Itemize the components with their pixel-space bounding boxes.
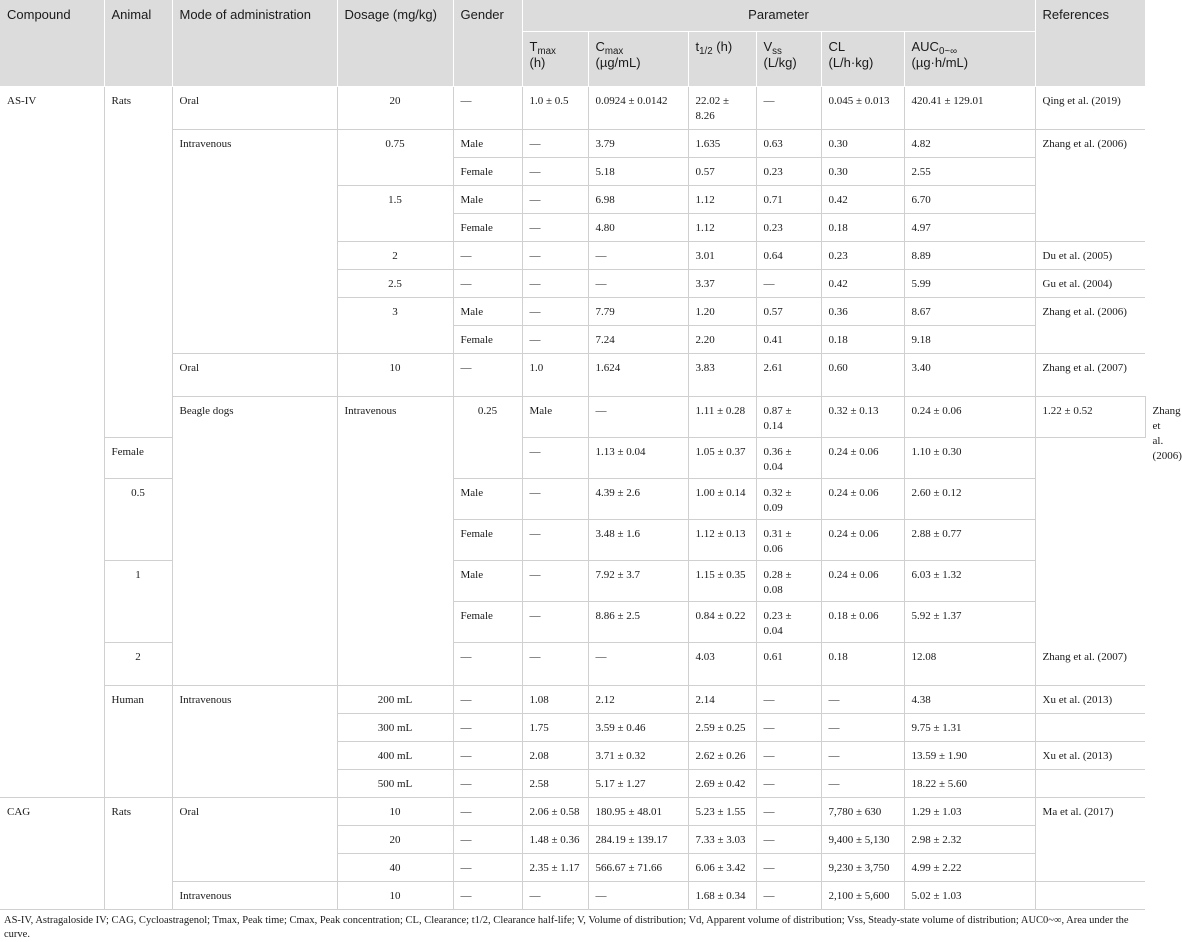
- cell-auc: 2.60 ± 0.12: [904, 479, 1035, 520]
- header-dosage: Dosage (mg/kg): [337, 0, 453, 87]
- cell-vss: 0.23: [756, 158, 821, 186]
- cell-thalf: 6.06 ± 3.42: [688, 854, 756, 882]
- cell-cmax: 284.19 ± 139.17: [588, 826, 688, 854]
- cell-reference: Zhang et al. (2007): [1035, 643, 1145, 686]
- cell-mode: Intravenous: [172, 686, 337, 798]
- cell-gender: —: [453, 854, 522, 882]
- cell-mode: Oral: [172, 87, 337, 130]
- cell-reference: Qing et al. (2019): [1035, 87, 1145, 130]
- vss-sub: ss: [772, 46, 782, 57]
- table-row: [0, 354, 1145, 397]
- cell-cl: 7,780 ± 630: [821, 798, 904, 826]
- cell-thalf: 1.12: [688, 186, 756, 214]
- cell-vss: —: [756, 742, 821, 770]
- cell-animal: Beagle dogs: [172, 397, 337, 686]
- cell-animal: Rats: [104, 798, 172, 910]
- cell-thalf: 5.23 ± 1.55: [688, 798, 756, 826]
- table-footnote: AS-IV, Astragaloside IV; CAG, Cycloastragenol; Tmax, Peak time; Cmax, Peak concentration; CL, Clearance; t1/2, Clearance half-life; V, Volume of distribution; Vd, Apparent volume of distribution; Vss, Steady-state volume of distribution; AUC0~∞, Area under the curve.: [4, 915, 1129, 940]
- vss-unit: (L/kg): [763, 55, 797, 70]
- cell-thalf: 1.05 ± 0.37: [688, 438, 756, 479]
- cell-auc: 2.55: [904, 158, 1035, 186]
- cell-compound: CAG: [0, 798, 104, 910]
- cell-thalf: 4.03: [688, 643, 756, 686]
- cell-cmax: 5.18: [588, 158, 688, 186]
- cell-cmax: 2.12: [588, 686, 688, 714]
- cell-vss: —: [756, 882, 821, 910]
- cell-thalf: 1.12: [688, 214, 756, 242]
- cell-cmax: 7.92 ± 3.7: [588, 561, 688, 602]
- cell-cl: 0.30: [821, 158, 904, 186]
- cell-gender: —: [453, 354, 522, 397]
- cell-auc: 6.03 ± 1.32: [904, 561, 1035, 602]
- cell-vss: 0.36 ± 0.04: [756, 438, 821, 479]
- cell-gender: Female: [453, 602, 522, 643]
- cell-cmax: —: [588, 270, 688, 298]
- header-thalf: [688, 32, 756, 87]
- cell-gender: —: [453, 714, 522, 742]
- cell-thalf: 2.62 ± 0.26: [688, 742, 756, 770]
- cell-dosage: 3: [337, 298, 453, 354]
- cell-tmax: 2.35 ± 1.17: [522, 854, 588, 882]
- cell-auc: 2.88 ± 0.77: [904, 520, 1035, 561]
- cell-tmax: 1.0: [522, 354, 588, 397]
- cell-tmax: 1.75: [522, 714, 588, 742]
- cell-thalf: 2.14: [688, 686, 756, 714]
- cell-auc: 1.22 ± 0.52: [1035, 397, 1145, 438]
- cell-mode: Oral: [172, 354, 337, 397]
- cell-cl: 9,230 ± 3,750: [821, 854, 904, 882]
- cell-dosage: 300 mL: [337, 714, 453, 742]
- cell-gender: Female: [453, 520, 522, 561]
- cell-cl: —: [821, 686, 904, 714]
- cell-dosage: 0.5: [104, 479, 172, 561]
- cell-vss: 0.41: [756, 326, 821, 354]
- cell-gender: Male: [453, 130, 522, 158]
- cell-auc: 13.59 ± 1.90: [904, 742, 1035, 770]
- cell-dosage: 200 mL: [337, 686, 453, 714]
- cell-auc: 9.18: [904, 326, 1035, 354]
- cell-gender: —: [453, 798, 522, 826]
- cell-dosage: 2: [104, 643, 172, 686]
- cell-tmax: 1.48 ± 0.36: [522, 826, 588, 854]
- tmax-base: T: [529, 39, 538, 54]
- cell-vss: —: [756, 770, 821, 798]
- cell-cmax: 5.17 ± 1.27: [588, 770, 688, 798]
- cell-tmax: —: [522, 130, 588, 158]
- cell-auc: 4.82: [904, 130, 1035, 158]
- cell-gender: Female: [453, 326, 522, 354]
- cell-cl: 0.18: [821, 214, 904, 242]
- cell-dosage: 10: [337, 354, 453, 397]
- cell-reference: Ma et al. (2017): [1035, 798, 1145, 882]
- cell-dosage: 2: [337, 242, 453, 270]
- cl-unit: (L/h·kg): [828, 55, 874, 70]
- thalf-sub: 1/2: [699, 46, 713, 57]
- cell-tmax: —: [588, 397, 688, 438]
- cell-vss: —: [756, 87, 821, 130]
- cell-tmax: 1.0 ± 0.5: [522, 87, 588, 130]
- cell-mode: Intravenous: [172, 882, 337, 910]
- cell-gender: —: [453, 826, 522, 854]
- table-body: [0, 87, 1182, 910]
- cell-auc: 6.70: [904, 186, 1035, 214]
- cell-tmax: —: [522, 561, 588, 602]
- cell-cmax: 4.39 ± 2.6: [588, 479, 688, 520]
- table-row: [0, 882, 1145, 910]
- cell-mode: Intravenous: [337, 397, 453, 686]
- cell-cl: —: [821, 742, 904, 770]
- cell-dosage: 10: [337, 798, 453, 826]
- table-row: [0, 130, 1145, 158]
- cell-reference: Zhang et al. (2007): [1035, 354, 1145, 397]
- cell-cmax: 180.95 ± 48.01: [588, 798, 688, 826]
- table-row: [0, 686, 1145, 714]
- cell-thalf: 3.83: [688, 354, 756, 397]
- tmax-sub: max: [537, 46, 556, 57]
- thalf-unit: (h): [712, 39, 733, 54]
- cell-vss: 0.32 ± 0.13: [821, 397, 904, 438]
- cell-cmax: 3.71 ± 0.32: [588, 742, 688, 770]
- cell-cl: 0.24 ± 0.06: [821, 479, 904, 520]
- cell-cmax: 3.59 ± 0.46: [588, 714, 688, 742]
- cell-thalf: 1.00 ± 0.14: [688, 479, 756, 520]
- cell-dosage: 1.5: [337, 186, 453, 242]
- auc-unit: (µg·h/mL): [911, 55, 969, 70]
- cell-cl: 0.24 ± 0.06: [821, 520, 904, 561]
- auc-base: AUC: [911, 39, 939, 54]
- cell-dosage: 0.75: [337, 130, 453, 186]
- cell-gender: —: [453, 742, 522, 770]
- cell-cl: 0.24 ± 0.06: [904, 397, 1035, 438]
- auc-sub: 0~∞: [938, 46, 958, 57]
- cell-vss: —: [756, 826, 821, 854]
- cell-dosage: 500 mL: [337, 770, 453, 798]
- cell-cl: 0.18: [821, 643, 904, 686]
- cell-animal: Human: [104, 686, 172, 798]
- cell-thalf: 1.68 ± 0.34: [688, 882, 756, 910]
- cell-auc: 4.38: [904, 686, 1035, 714]
- cell-gender: Male: [453, 186, 522, 214]
- cell-cmax: 3.48 ± 1.6: [588, 520, 688, 561]
- cell-gender: —: [453, 686, 522, 714]
- cell-gender: Male: [453, 479, 522, 520]
- cell-tmax: 2.06 ± 0.58: [522, 798, 588, 826]
- cell-tmax: 2.08: [522, 742, 588, 770]
- cell-auc: 12.08: [904, 643, 1035, 686]
- cell-gender: —: [453, 270, 522, 298]
- header-cl: [821, 32, 904, 87]
- table-row: [0, 87, 1145, 130]
- cell-tmax: —: [522, 214, 588, 242]
- cell-vss: —: [756, 270, 821, 298]
- table-header: [0, 0, 1145, 87]
- cell-auc: 420.41 ± 129.01: [904, 87, 1035, 130]
- cell-thalf: 2.59 ± 0.25: [688, 714, 756, 742]
- cell-reference: [1035, 714, 1145, 742]
- cmax-unit: (µg/mL): [595, 55, 641, 70]
- cell-gender: Male: [453, 298, 522, 326]
- cell-auc: 1.10 ± 0.30: [904, 438, 1035, 479]
- cell-dosage: 20: [337, 87, 453, 130]
- cell-thalf: 0.84 ± 0.22: [688, 602, 756, 643]
- tmax-unit: (h): [529, 55, 546, 70]
- cell-tmax: —: [522, 158, 588, 186]
- cell-gender: —: [453, 643, 522, 686]
- header-gender: Gender: [453, 0, 522, 87]
- cell-cl: 9,400 ± 5,130: [821, 826, 904, 854]
- cell-cl: 0.42: [821, 270, 904, 298]
- cell-gender: Female: [104, 438, 172, 479]
- cell-cmax: 1.13 ± 0.04: [588, 438, 688, 479]
- cell-cmax: 7.79: [588, 298, 688, 326]
- cell-cmax: 1.624: [588, 354, 688, 397]
- cell-vss: 0.71: [756, 186, 821, 214]
- cell-cl: 2,100 ± 5,600: [821, 882, 904, 910]
- cell-dosage: 20: [337, 826, 453, 854]
- cell-cl: 0.60: [821, 354, 904, 397]
- cell-cmax: —: [588, 643, 688, 686]
- cell-cl: 0.18: [821, 326, 904, 354]
- cell-thalf: 2.69 ± 0.42: [688, 770, 756, 798]
- cell-gender: Female: [453, 214, 522, 242]
- cell-auc: 4.99 ± 2.22: [904, 854, 1035, 882]
- header-mode: Mode of administration: [172, 0, 337, 87]
- cell-vss: 0.61: [756, 643, 821, 686]
- cell-cl: —: [821, 770, 904, 798]
- cell-auc: 9.75 ± 1.31: [904, 714, 1035, 742]
- cell-dosage: 10: [337, 882, 453, 910]
- cell-cl: 0.24 ± 0.06: [821, 438, 904, 479]
- cmax-sub: max: [604, 46, 624, 57]
- cell-dosage: 1: [104, 561, 172, 643]
- cell-thalf: 1.20: [688, 298, 756, 326]
- cell-auc: 8.89: [904, 242, 1035, 270]
- cell-thalf: 0.57: [688, 158, 756, 186]
- header-parameter: Parameter: [522, 0, 1035, 32]
- cell-cmax: —: [588, 242, 688, 270]
- cell-auc: 5.02 ± 1.03: [904, 882, 1035, 910]
- header-compound: Compound: [0, 0, 104, 87]
- cell-cl: 0.23: [821, 242, 904, 270]
- cell-gender: —: [453, 242, 522, 270]
- cell-vss: 0.63: [756, 130, 821, 158]
- cell-auc: 8.67: [904, 298, 1035, 326]
- cell-mode: Oral: [172, 798, 337, 882]
- cell-vss: —: [756, 714, 821, 742]
- cell-vss: 0.23: [756, 214, 821, 242]
- cell-dosage: 400 mL: [337, 742, 453, 770]
- thalf-base: t: [695, 39, 700, 54]
- cell-dosage: 40: [337, 854, 453, 882]
- cell-vss: 0.32 ± 0.09: [756, 479, 821, 520]
- cell-reference: Zhang et al. (2006): [1035, 130, 1145, 242]
- cell-gender: —: [453, 87, 522, 130]
- header-cmax: [588, 32, 688, 87]
- cell-compound: AS-IV: [0, 87, 104, 798]
- cell-cmax: 566.67 ± 71.66: [588, 854, 688, 882]
- cell-cmax: —: [588, 882, 688, 910]
- cell-vss: 2.61: [756, 354, 821, 397]
- table-row: [0, 643, 1145, 686]
- cell-thalf: 1.12 ± 0.13: [688, 520, 756, 561]
- cell-cl: 0.36: [821, 298, 904, 326]
- cell-reference: [1035, 770, 1145, 798]
- cell-animal: Rats: [104, 87, 172, 438]
- cell-tmax: —: [522, 326, 588, 354]
- cell-reference: Gu et al. (2004): [1035, 270, 1145, 298]
- cell-dosage: 2.5: [337, 270, 453, 298]
- cell-tmax: 1.08: [522, 686, 588, 714]
- header-animal: Animal: [104, 0, 172, 87]
- cell-vss: 0.23 ± 0.04: [756, 602, 821, 643]
- cell-tmax: —: [522, 186, 588, 214]
- table-row: [0, 438, 1145, 479]
- cell-gender: Male: [522, 397, 588, 438]
- cell-tmax: —: [522, 270, 588, 298]
- cell-reference: [1035, 882, 1145, 910]
- cell-thalf: 22.02 ± 8.26: [688, 87, 756, 130]
- cell-vss: —: [756, 686, 821, 714]
- cell-gender: Male: [453, 561, 522, 602]
- cell-cmax: 3.79: [588, 130, 688, 158]
- cell-thalf: 3.37: [688, 270, 756, 298]
- cell-tmax: —: [522, 882, 588, 910]
- cell-auc: 1.29 ± 1.03: [904, 798, 1035, 826]
- cell-dosage: 0.25: [453, 397, 522, 479]
- cell-gender: Female: [453, 158, 522, 186]
- cell-vss: 0.31 ± 0.06: [756, 520, 821, 561]
- table-row: Beagle dogs Intravenous 0.25 Male — 1.11 ± 0.28 0.87 ± 0.14 0.32 ± 0.13 0.24 ± 0.06 1.22 ± 0.52 Zhang et al. (2006): [0, 397, 1145, 438]
- vss-base: V: [763, 39, 773, 54]
- cell-gender: —: [453, 770, 522, 798]
- cell-vss: 0.57: [756, 298, 821, 326]
- cell-cmax: 6.98: [588, 186, 688, 214]
- cell-tmax: —: [522, 479, 588, 520]
- cell-thalf: 2.20: [688, 326, 756, 354]
- cell-auc: 2.98 ± 2.32: [904, 826, 1035, 854]
- cell-vss: 0.28 ± 0.08: [756, 561, 821, 602]
- cell-vss: 0.64: [756, 242, 821, 270]
- cell-cl: 0.18 ± 0.06: [821, 602, 904, 643]
- cell-reference: Xu et al. (2013): [1035, 686, 1145, 714]
- cell-cmax: 8.86 ± 2.5: [588, 602, 688, 643]
- cell-mode: Intravenous: [172, 130, 337, 354]
- cell-tmax: —: [522, 438, 588, 479]
- table-row: [0, 561, 1145, 602]
- cell-cmax: 4.80: [588, 214, 688, 242]
- cell-cl: —: [821, 714, 904, 742]
- cell-thalf: 1.15 ± 0.35: [688, 561, 756, 602]
- cell-auc: 3.40: [904, 354, 1035, 397]
- header-tmax: [522, 32, 588, 87]
- header-auc: [904, 32, 1035, 87]
- cell-thalf: 1.635: [688, 130, 756, 158]
- cell-cl: 0.045 ± 0.013: [821, 87, 904, 130]
- cell-cmax: 7.24: [588, 326, 688, 354]
- header-references: References: [1035, 0, 1145, 87]
- cell-cl: 0.30: [821, 130, 904, 158]
- header-vss: [756, 32, 821, 87]
- cell-cmax: 0.0924 ± 0.0142: [588, 87, 688, 130]
- cell-tmax: —: [522, 298, 588, 326]
- cell-reference: Du et al. (2005): [1035, 242, 1145, 270]
- cell-reference: Zhang et al. (2006): [1035, 298, 1145, 354]
- cell-thalf: 3.01: [688, 242, 756, 270]
- cell-thalf: 7.33 ± 3.03: [688, 826, 756, 854]
- cell-tmax: —: [522, 242, 588, 270]
- cell-auc: 18.22 ± 5.60: [904, 770, 1035, 798]
- cmax-base: C: [595, 39, 605, 54]
- cell-tmax: —: [522, 520, 588, 561]
- cell-thalf: 0.87 ± 0.14: [756, 397, 821, 438]
- cell-tmax: —: [522, 643, 588, 686]
- cell-tmax: —: [522, 602, 588, 643]
- cell-vss: —: [756, 798, 821, 826]
- cell-auc: 5.92 ± 1.37: [904, 602, 1035, 643]
- cell-cmax: 1.11 ± 0.28: [688, 397, 756, 438]
- cell-reference: Xu et al. (2013): [1035, 742, 1145, 770]
- cell-vss: —: [756, 854, 821, 882]
- cell-tmax: 2.58: [522, 770, 588, 798]
- cell-auc: 5.99: [904, 270, 1035, 298]
- cell-cl: 0.42: [821, 186, 904, 214]
- cell-auc: 4.97: [904, 214, 1035, 242]
- table-row: [0, 798, 1145, 826]
- cell-cl: 0.24 ± 0.06: [821, 561, 904, 602]
- table-row: [0, 479, 1145, 520]
- cl-base: CL: [828, 39, 846, 54]
- cell-gender: —: [453, 882, 522, 910]
